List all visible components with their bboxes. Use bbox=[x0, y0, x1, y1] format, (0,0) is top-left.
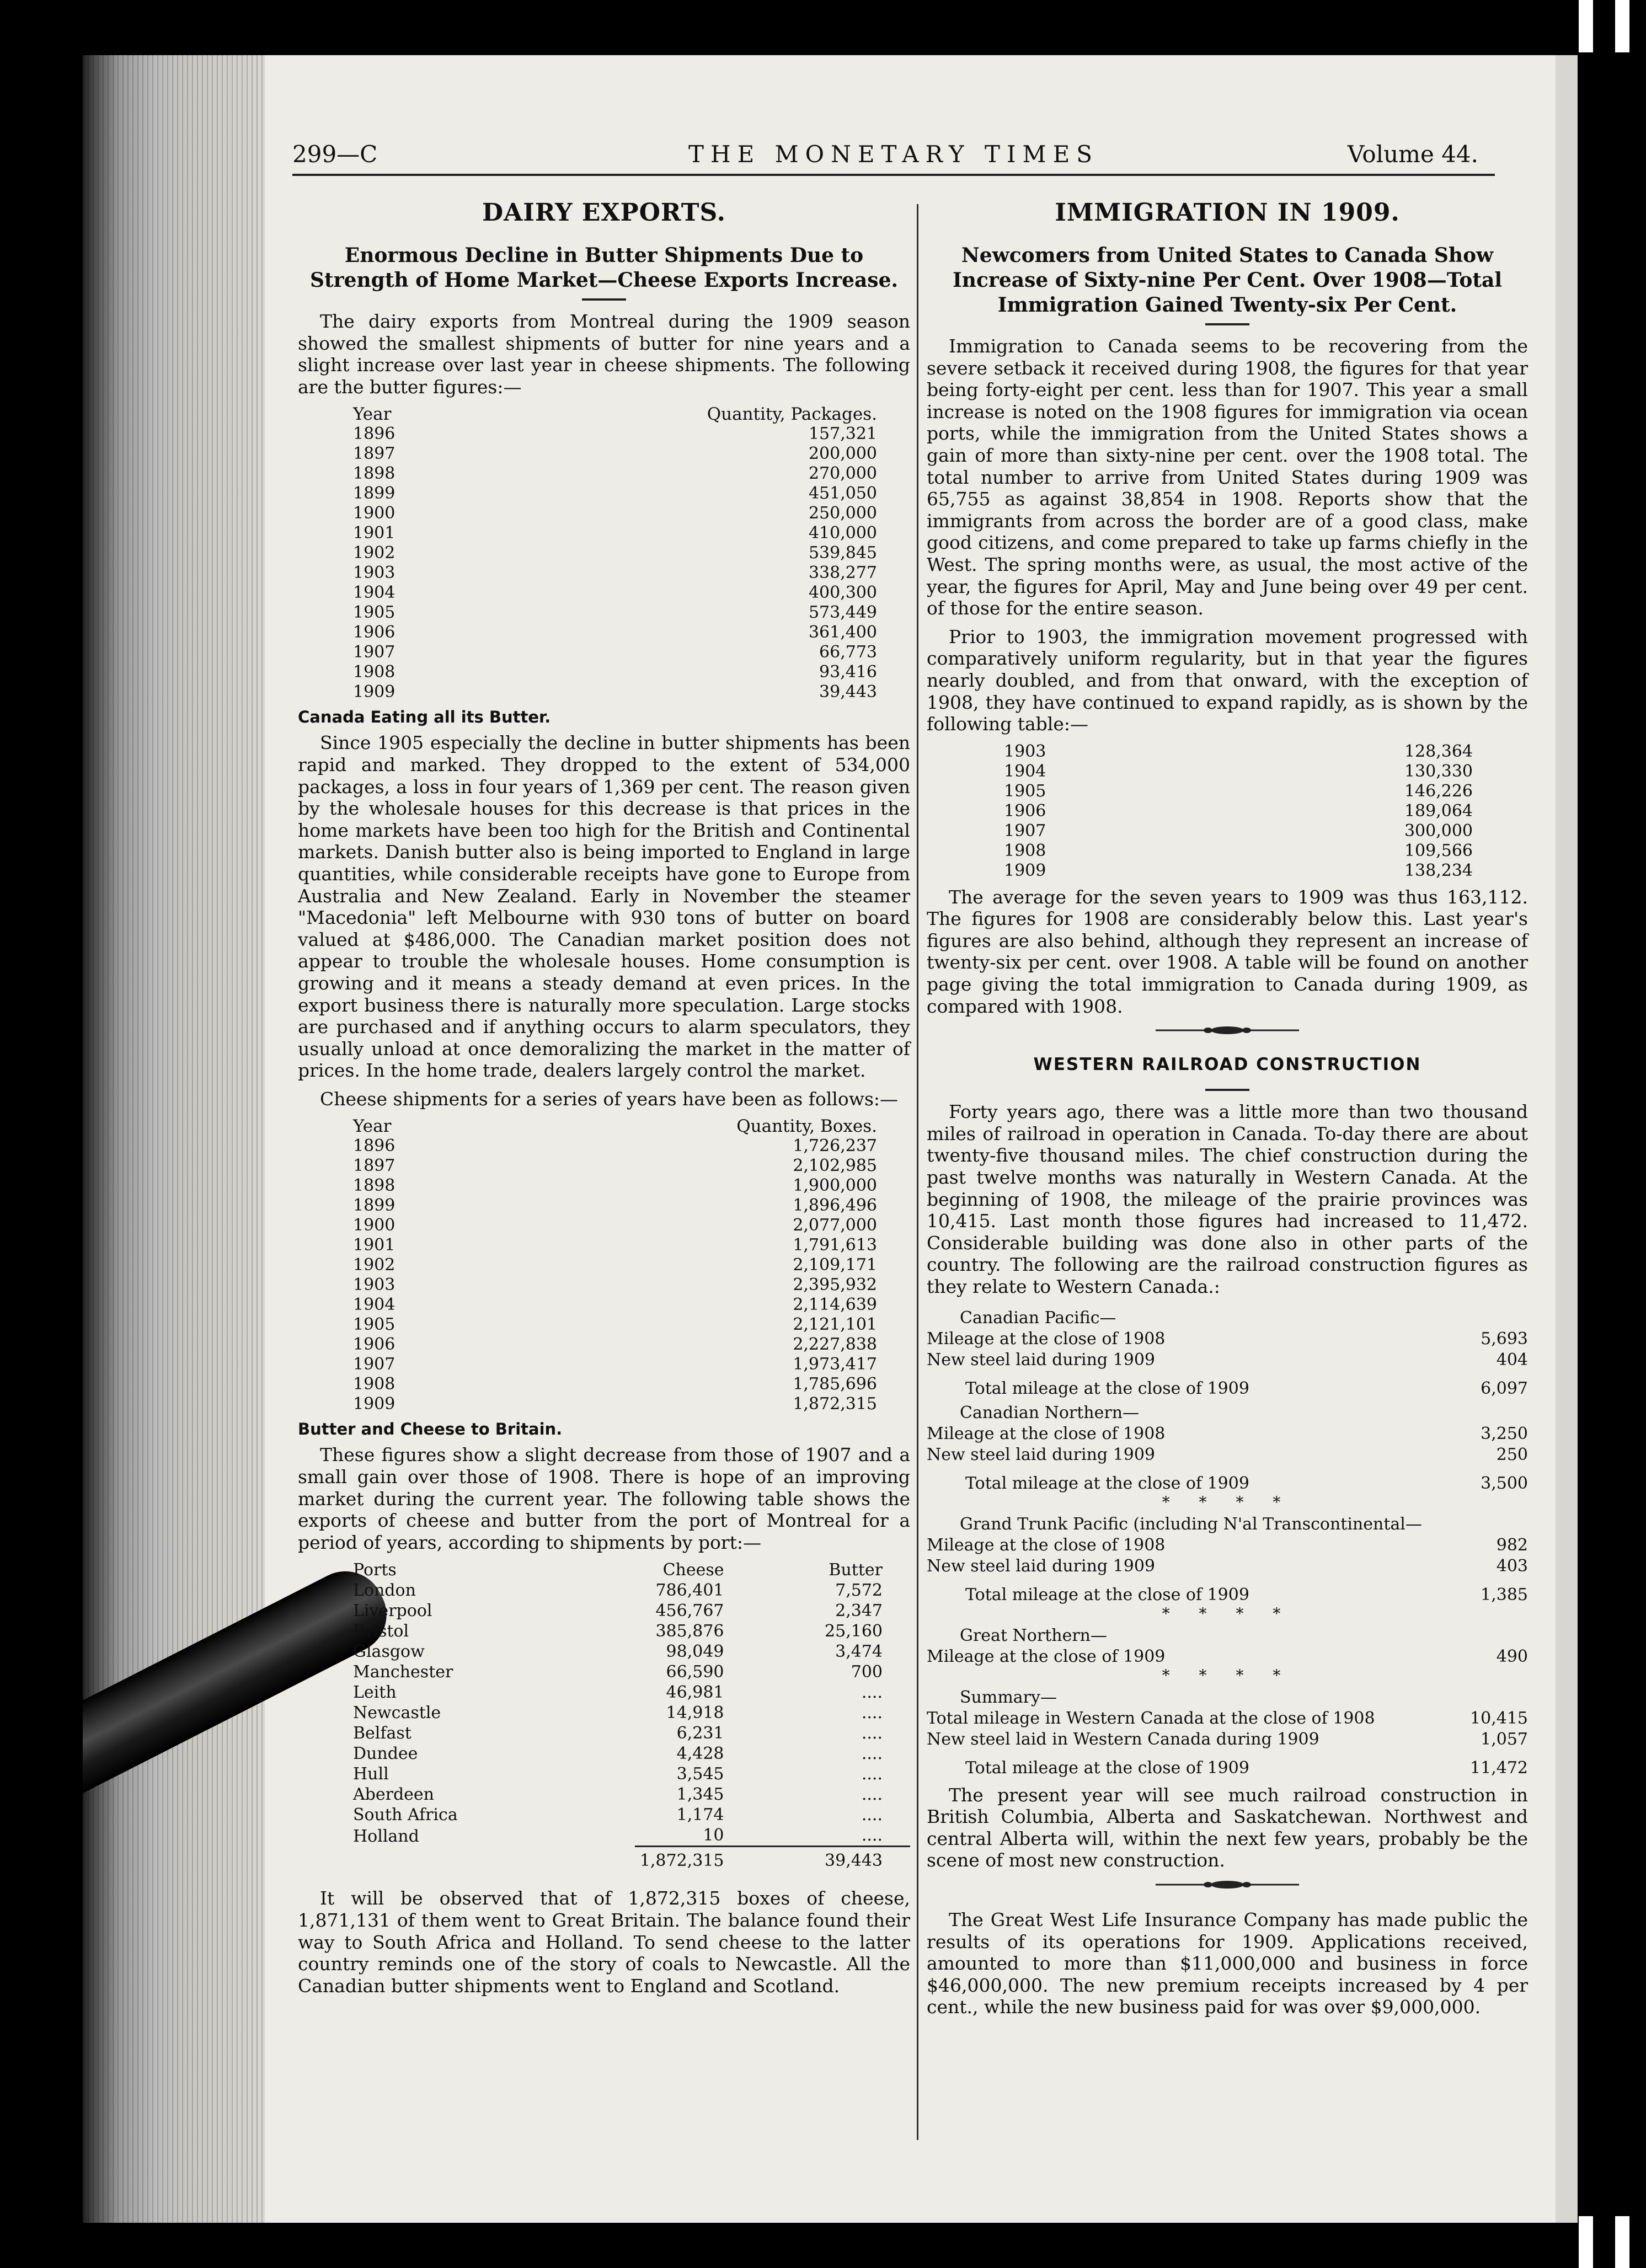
dairy-title: DAIRY EXPORTS. bbox=[482, 199, 726, 227]
port-row bbox=[298, 1805, 910, 1825]
quantity-cell: 410,000 bbox=[808, 523, 877, 543]
cheese-header: Cheese bbox=[662, 1560, 724, 1580]
qty-header: Quantity, Boxes. bbox=[736, 1116, 877, 1137]
cheese-row bbox=[298, 1216, 910, 1235]
port-row bbox=[298, 1703, 910, 1723]
immigration-para-3: The average for the seven years to 1909 was thus 163,112. The figures for 1908 are considerably below this. Last year's figures are also behind, although they represent an increase of twenty-six per cent. over 1908. A table will be found on another page giving the total immigration to Canada during 1909, as compared with 1908. bbox=[927, 886, 1528, 1017]
butter-row bbox=[298, 523, 910, 543]
railroad-label: Total mileage at the close of 1909 bbox=[965, 1758, 1249, 1778]
year-cell: 1905 bbox=[353, 603, 396, 623]
year-cell: 1909 bbox=[1004, 860, 1046, 880]
butter-row bbox=[298, 444, 910, 464]
subhead-butter-cheese-britain: Butter and Cheese to Britain. bbox=[298, 1420, 563, 1439]
butter-row bbox=[298, 504, 910, 523]
butter-row bbox=[298, 623, 910, 643]
year-cell: 1909 bbox=[353, 1394, 396, 1414]
railroad-label: Total mileage at the close of 1909 bbox=[965, 1473, 1249, 1493]
quantity-cell: 1,791,613 bbox=[793, 1235, 877, 1255]
railroad-row-row bbox=[927, 1646, 1528, 1667]
immigration-para-2: Prior to 1903, the immigration movement progressed with comparatively uniform regularity, but in that year the figures nearly doubled, and from that onward, with the exception of 1908, they have continued to expand rapidly, as is shown by the following table:— bbox=[927, 625, 1528, 735]
immigration-row bbox=[927, 742, 1528, 762]
port-row bbox=[298, 1601, 910, 1621]
railroad-sec-row bbox=[927, 1622, 1528, 1646]
quantity-cell: 539,845 bbox=[808, 543, 877, 563]
railroad-label: Canadian Pacific— bbox=[960, 1308, 1116, 1328]
cheese-row bbox=[298, 1295, 910, 1315]
railroad-row-row bbox=[927, 1329, 1528, 1350]
quantity-cell: 2,102,985 bbox=[793, 1156, 877, 1176]
railroad-tot-row bbox=[927, 1577, 1528, 1606]
railroad-sec-row bbox=[927, 1511, 1528, 1535]
cheese-row bbox=[298, 1335, 910, 1355]
cheese-table bbox=[298, 1116, 910, 1414]
railroad-label: New steel laid during 1909 bbox=[927, 1350, 1155, 1370]
butter-row bbox=[298, 543, 910, 563]
year-cell: 1901 bbox=[353, 523, 396, 543]
butter-row bbox=[298, 643, 910, 662]
butter-row bbox=[298, 603, 910, 623]
cheese-row bbox=[298, 1394, 910, 1414]
immigration-row bbox=[927, 801, 1528, 821]
railroad-value: 1,057 bbox=[1481, 1729, 1528, 1749]
railroad-label: Canadian Northern— bbox=[960, 1403, 1140, 1422]
quantity-cell: 300,000 bbox=[1404, 821, 1473, 841]
railroad-label: Total mileage at the close of 1909 bbox=[965, 1585, 1249, 1604]
year-cell: 1907 bbox=[1004, 821, 1046, 841]
port-row bbox=[298, 1825, 910, 1847]
year-cell: 1902 bbox=[353, 1255, 396, 1275]
port-name: Dundee bbox=[353, 1744, 418, 1764]
cheese-cell: 46,981 bbox=[666, 1683, 724, 1703]
quantity-cell: 1,726,237 bbox=[793, 1136, 877, 1156]
cheese-row bbox=[298, 1315, 910, 1335]
title-rule bbox=[1205, 1089, 1249, 1091]
railroad-label: Grand Trunk Pacific (including N'al Transcontinental— bbox=[960, 1514, 1422, 1534]
railroad-value: 5,693 bbox=[1481, 1329, 1528, 1349]
cheese-cell: 14,918 bbox=[666, 1703, 724, 1723]
year-cell: 1906 bbox=[1004, 801, 1046, 821]
year-cell: 1896 bbox=[353, 424, 396, 444]
railroad-tot-row bbox=[927, 1465, 1528, 1494]
cheese-cell: 786,401 bbox=[655, 1581, 724, 1601]
film-mark-top-2 bbox=[1615, 0, 1629, 52]
railroad-row-row bbox=[927, 1424, 1528, 1445]
cheese-cell: 3,545 bbox=[676, 1764, 724, 1784]
dairy-intro: The dairy exports from Montreal during the 1909 season showed the smallest shipments of butter for nine years and a slight increase over last year in cheese shipments. The following are the butter figures:— bbox=[298, 311, 910, 398]
year-cell: 1907 bbox=[353, 1355, 396, 1374]
dairy-para-3: These figures show a slight decrease from those of 1907 and a small gain over those of 1908. There is hope of an improving market during the current year. The following table shows the exports of cheese and butter from the port of Montreal for a period of years, according to shipments by port:— bbox=[298, 1444, 910, 1553]
railroad-value: 11,472 bbox=[1470, 1758, 1528, 1778]
immigration-row bbox=[927, 841, 1528, 861]
quantity-cell: 200,000 bbox=[808, 444, 877, 464]
quantity-cell: 361,400 bbox=[808, 623, 877, 643]
immigration-row bbox=[927, 821, 1528, 841]
railroad-value bbox=[1444, 1684, 1528, 1708]
quantity-cell: 2,227,838 bbox=[793, 1335, 877, 1355]
railroad-value: 6,097 bbox=[1481, 1378, 1528, 1398]
quantity-cell: 2,077,000 bbox=[793, 1216, 877, 1235]
port-name: Belfast bbox=[353, 1724, 412, 1743]
year-cell: 1906 bbox=[353, 623, 396, 643]
cheese-cell: 4,428 bbox=[676, 1744, 724, 1764]
immigration-row bbox=[927, 762, 1528, 782]
railroad-para-2: The present year will see much railroad construction in British Columbia, Alberta and Saskatchewan. Northwest and central Alberta will, within the next few years, probably be the scene of most new construction. bbox=[927, 1784, 1528, 1871]
year-cell: 1899 bbox=[353, 1196, 396, 1216]
railroad-value: 982 bbox=[1496, 1535, 1528, 1555]
cheese-row bbox=[298, 1156, 910, 1176]
railroad-stars-row bbox=[927, 1667, 1528, 1684]
butter-row bbox=[298, 583, 910, 603]
year-cell: 1898 bbox=[353, 1176, 396, 1196]
year-cell: 1900 bbox=[353, 1216, 396, 1235]
butter-cell: 700 bbox=[851, 1662, 883, 1682]
year-cell: 1905 bbox=[1004, 781, 1046, 801]
quantity-cell: 400,300 bbox=[808, 583, 877, 603]
year-cell: 1899 bbox=[353, 484, 396, 504]
year-cell: 1898 bbox=[353, 464, 396, 484]
port-row bbox=[298, 1580, 910, 1601]
cheese-cell: 1,174 bbox=[676, 1805, 724, 1825]
quantity-cell: 138,234 bbox=[1404, 860, 1473, 880]
railroad-value: 490 bbox=[1496, 1646, 1528, 1666]
subhead-canada-eating: Canada Eating all its Butter. bbox=[298, 708, 551, 727]
year-header: Year bbox=[353, 404, 392, 425]
quantity-cell: 189,064 bbox=[1404, 801, 1473, 821]
butter-table bbox=[298, 404, 910, 702]
butter-cell: 7,572 bbox=[835, 1581, 883, 1601]
cheese-cell: 456,767 bbox=[655, 1601, 724, 1621]
quantity-cell: 451,050 bbox=[808, 484, 877, 504]
railroad-label: Total mileage at the close of 1909 bbox=[965, 1378, 1249, 1398]
cheese-row bbox=[298, 1355, 910, 1374]
ports-table bbox=[298, 1560, 910, 1871]
butter-cell: 3,474 bbox=[835, 1642, 883, 1662]
port-name: Leith bbox=[353, 1683, 397, 1703]
port-row bbox=[298, 1641, 910, 1662]
cheese-row bbox=[298, 1235, 910, 1255]
quantity-cell: 39,443 bbox=[819, 682, 877, 702]
butter-row bbox=[298, 662, 910, 682]
port-name: Hull bbox=[353, 1764, 389, 1784]
port-name: London bbox=[353, 1581, 416, 1601]
section-ornament bbox=[927, 1879, 1528, 1892]
quantity-cell: 2,114,639 bbox=[793, 1295, 877, 1315]
railroad-value bbox=[1444, 1304, 1528, 1329]
dairy-para-1: Since 1905 especially the decline in butter shipments has been rapid and marked. They dropped to the extent of 534,000 packages, a loss in four years of 1,369 per cent. The reason given by the wholesale houses for this decrease is that prices in the home markets have been too high for the British and Continental markets. Danish butter also is being imported to England in large quantities, while considerable receipts have gone to Europe from Australia and New Zealand. Early in November the steamer "Macedonia" left Melbourne with 930 tons of butter on board valued at $486,000. The Canadian market position does not appear to trouble the wholesale houses. Home consumption is growing and it means a steady demand at even prices. In the export business there is naturally more speculation. Large stocks are purchased and if anything occurs to alarm speculators, they usually unload at once demoralizing the market in the matter of prices. In the home trade, dealers largely control the market. bbox=[298, 732, 910, 1082]
section-ornament bbox=[927, 1025, 1528, 1038]
quantity-cell: 270,000 bbox=[808, 464, 877, 484]
railroad-sec-row bbox=[927, 1399, 1528, 1424]
cheese-row bbox=[298, 1196, 910, 1216]
railroad-stars-row bbox=[927, 1494, 1528, 1511]
year-cell: 1903 bbox=[1004, 741, 1046, 761]
quantity-cell: 130,330 bbox=[1404, 761, 1473, 781]
quantity-cell: 109,566 bbox=[1404, 841, 1473, 860]
butter-cell: .... bbox=[861, 1785, 883, 1805]
quantity-cell: 338,277 bbox=[808, 563, 877, 583]
book-binding-edge bbox=[83, 55, 265, 2223]
port-name: South Africa bbox=[353, 1805, 458, 1825]
quantity-cell: 1,900,000 bbox=[793, 1176, 877, 1196]
butter-row bbox=[298, 682, 910, 702]
year-cell: 1904 bbox=[353, 1295, 396, 1315]
quantity-cell: 250,000 bbox=[808, 504, 877, 523]
title-rule bbox=[582, 298, 626, 301]
year-cell: 1897 bbox=[353, 1156, 396, 1176]
ports-header: Ports bbox=[353, 1560, 397, 1580]
cheese-row bbox=[298, 1275, 910, 1295]
railroad-label: Mileage at the close of 1908 bbox=[927, 1535, 1166, 1555]
dairy-exports-article bbox=[298, 199, 910, 2003]
port-row bbox=[298, 1764, 910, 1784]
butter-cell: .... bbox=[861, 1764, 883, 1784]
year-cell: 1905 bbox=[353, 1315, 396, 1335]
butter-row bbox=[298, 424, 910, 444]
port-name: Holland bbox=[353, 1826, 419, 1846]
quantity-cell: 157,321 bbox=[808, 424, 877, 444]
quantity-cell: 573,449 bbox=[808, 603, 877, 623]
port-row bbox=[298, 1662, 910, 1682]
railroad-row-row bbox=[927, 1729, 1528, 1750]
volume-label: Volume 44. bbox=[1347, 141, 1478, 168]
butter-cell: .... bbox=[861, 1683, 883, 1703]
film-mark-top-1 bbox=[1579, 0, 1593, 52]
year-cell: 1896 bbox=[353, 1136, 396, 1156]
butter-row bbox=[298, 563, 910, 583]
port-name: Bristol bbox=[353, 1622, 409, 1641]
butter-table-header bbox=[298, 404, 910, 424]
railroad-value: 250 bbox=[1496, 1445, 1528, 1464]
port-row bbox=[298, 1621, 910, 1641]
port-name: Aberdeen bbox=[353, 1785, 434, 1805]
year-cell: 1909 bbox=[353, 682, 396, 702]
railroad-value bbox=[1444, 1622, 1528, 1646]
butter-cell: .... bbox=[861, 1826, 883, 1846]
qty-header: Quantity, Packages. bbox=[707, 404, 877, 425]
quantity-cell: 2,395,932 bbox=[793, 1275, 877, 1295]
cheese-row bbox=[298, 1136, 910, 1156]
ports-total-row bbox=[298, 1847, 910, 1871]
railroad-value: 1,385 bbox=[1481, 1585, 1528, 1604]
butter-total: 39,443 bbox=[757, 1847, 911, 1871]
right-column bbox=[927, 199, 1528, 2025]
railroad-label: Great Northern— bbox=[960, 1625, 1107, 1645]
port-name: Manchester bbox=[353, 1662, 453, 1682]
port-row bbox=[298, 1743, 910, 1764]
next-page-edge bbox=[1556, 55, 1578, 2223]
port-name: Newcastle bbox=[353, 1703, 441, 1723]
railroad-row-row bbox=[927, 1535, 1528, 1556]
dairy-para-2: Cheese shipments for a series of years have been as follows:— bbox=[320, 1088, 898, 1110]
quantity-cell: 1,896,496 bbox=[793, 1196, 877, 1216]
ports-table-header bbox=[298, 1560, 910, 1580]
great-west-para: The Great West Life Insurance Company has made public the results of its operations for 1909. Applications received, amounted to more than $11,000,000 and business in force $46,000,000. The new premium receipts increased by 4 per cent., while the new business paid for was over $9,000,000. bbox=[927, 1908, 1528, 2018]
immigration-table bbox=[927, 742, 1528, 881]
railroad-value: 3,500 bbox=[1481, 1473, 1528, 1493]
railroad-label: Mileage at the close of 1909 bbox=[927, 1646, 1166, 1666]
year-cell: 1897 bbox=[353, 444, 396, 464]
port-row bbox=[298, 1723, 910, 1743]
railroad-label: New steel laid during 1909 bbox=[927, 1445, 1155, 1464]
column-divider bbox=[917, 204, 918, 2140]
immigration-row bbox=[927, 782, 1528, 801]
year-cell: 1906 bbox=[353, 1335, 396, 1355]
year-cell: 1907 bbox=[353, 643, 396, 662]
butter-row bbox=[298, 484, 910, 504]
railroad-label: * * * * bbox=[1162, 1493, 1293, 1511]
film-mark-bottom-1 bbox=[1579, 2216, 1593, 2268]
cheese-row bbox=[298, 1255, 910, 1275]
butter-header: Butter bbox=[829, 1560, 883, 1580]
railroad-value: 403 bbox=[1496, 1556, 1528, 1576]
film-mark-bottom-2 bbox=[1615, 2216, 1629, 2268]
railroad-value: 3,250 bbox=[1481, 1424, 1528, 1443]
quantity-cell: 1,973,417 bbox=[793, 1355, 877, 1374]
dairy-subtitle: Enormous Decline in Butter Shipments Due to Strength of Home Market—Cheese Exports Increase. bbox=[309, 244, 899, 292]
butter-cell: .... bbox=[861, 1724, 883, 1743]
butter-row bbox=[298, 464, 910, 484]
immigration-para-1: Immigration to Canada seems to be recovering from the severe setback it received during 1908, the figures for that year being forty-eight per cent. less than for 1907. This year a small increase is noted on the 1908 figures for immigration via ocean ports, while the immigration from the United States shows a gain of more than sixty-nine per cent. over the 1908 total. The total number to arrive from United States during 1909 was 65,755 as against 38,854 in 1908. Reports show that the immigrants from across the border are of a good class, make good citizens, and come prepared to take up farms chiefly in the West. The spring months were, as usual, the most active of the year, the figures for April, May and June being over 49 per cent. of those for the entire season. bbox=[927, 335, 1528, 619]
year-cell: 1904 bbox=[353, 583, 396, 603]
quantity-cell: 2,121,101 bbox=[793, 1315, 877, 1335]
quantity-cell: 146,226 bbox=[1404, 781, 1473, 801]
railroad-row-row bbox=[927, 1445, 1528, 1465]
running-header bbox=[292, 141, 1495, 176]
cheese-row bbox=[298, 1374, 910, 1394]
railroad-row-row bbox=[927, 1556, 1528, 1577]
year-cell: 1908 bbox=[353, 662, 396, 682]
quantity-cell: 1,785,696 bbox=[793, 1374, 877, 1394]
cheese-cell: 66,590 bbox=[666, 1662, 724, 1682]
year-cell: 1900 bbox=[353, 504, 396, 523]
butter-cell: .... bbox=[861, 1744, 883, 1764]
immigration-title: IMMIGRATION IN 1909. bbox=[1055, 199, 1400, 227]
railroad-value: 10,415 bbox=[1470, 1708, 1528, 1728]
cheese-table-header bbox=[298, 1116, 910, 1136]
quantity-cell: 2,109,171 bbox=[793, 1255, 877, 1275]
year-cell: 1903 bbox=[353, 1275, 396, 1295]
railroad-table bbox=[927, 1304, 1528, 1779]
quantity-cell: 128,364 bbox=[1404, 741, 1473, 761]
year-cell: 1908 bbox=[1004, 841, 1046, 860]
railroad-label: Summary— bbox=[960, 1687, 1057, 1707]
year-cell: 1901 bbox=[353, 1235, 396, 1255]
railroad-row-row bbox=[927, 1708, 1528, 1729]
railroad-label: * * * * bbox=[1162, 1666, 1293, 1684]
railroad-sec-row bbox=[927, 1304, 1528, 1329]
quantity-cell: 66,773 bbox=[819, 643, 877, 662]
year-cell: 1904 bbox=[1004, 761, 1046, 781]
railroad-label: Mileage at the close of 1908 bbox=[927, 1424, 1166, 1443]
masthead-title: THE MONETARY TIMES bbox=[688, 141, 1099, 168]
railroad-label: Total mileage in Western Canada at the close of 1908 bbox=[927, 1708, 1375, 1728]
cheese-cell: 385,876 bbox=[655, 1622, 724, 1641]
cheese-cell: 6,231 bbox=[676, 1724, 724, 1743]
year-cell: 1908 bbox=[353, 1374, 396, 1394]
ornament-icon bbox=[1156, 1025, 1299, 1036]
railroad-label: * * * * bbox=[1162, 1604, 1293, 1623]
railroad-row-row bbox=[927, 1350, 1528, 1371]
ornament-icon bbox=[1156, 1879, 1299, 1890]
railroad-label: Mileage at the close of 1908 bbox=[927, 1329, 1166, 1349]
railroad-sec-row bbox=[927, 1684, 1528, 1708]
railroad-value bbox=[1444, 1511, 1528, 1535]
immigration-subtitle: Newcomers from United States to Canada Show Increase of Sixty-nine Per Cent. Over 1908—Total Immigration Gained Twenty-six Per Cent. bbox=[952, 244, 1503, 317]
quantity-cell: 93,416 bbox=[819, 662, 877, 682]
port-name: Glasgow bbox=[353, 1642, 425, 1662]
year-header: Year bbox=[353, 1116, 392, 1137]
cheese-row bbox=[298, 1176, 910, 1196]
railroad-label: New steel laid during 1909 bbox=[927, 1556, 1155, 1576]
railroad-stars-row bbox=[927, 1606, 1528, 1622]
year-cell: 1903 bbox=[353, 563, 396, 583]
cheese-cell: 98,049 bbox=[666, 1642, 724, 1662]
butter-cell: 2,347 bbox=[835, 1601, 883, 1621]
cheese-cell: 1,345 bbox=[676, 1785, 724, 1805]
dairy-para-4: It will be observed that of 1,872,315 boxes of cheese, 1,871,131 of them went to Great Britain. The balance found their way to South Africa and Holland. To send cheese to the latter country reminds one of the story of coals to Newcastle. All the Canadian butter shipments went to England and Scotland. bbox=[298, 1887, 910, 1997]
year-cell: 1902 bbox=[353, 543, 396, 563]
railroad-value: 404 bbox=[1496, 1350, 1528, 1370]
railroad-tot-row bbox=[927, 1371, 1528, 1399]
railroad-para-1: Forty years ago, there was a little more than two thousand miles of railroad in operation in Canada. To-day there are about twenty-five thousand miles. The chief construction during the past twelve months was naturally in Western Canada. At the beginning of 1908, the mileage of the prairie provinces was 10,415. Last month those figures had increased to 11,472. Considerable building was done also in other parts of the country. The following are the railroad construction figures as they relate to Western Canada.: bbox=[927, 1101, 1528, 1297]
butter-cell: .... bbox=[861, 1703, 883, 1723]
cheese-total: 1,872,315 bbox=[635, 1847, 757, 1871]
butter-cell: 25,160 bbox=[825, 1622, 883, 1641]
port-row bbox=[298, 1682, 910, 1703]
railroad-tot-row bbox=[927, 1750, 1528, 1779]
butter-cell: .... bbox=[861, 1805, 883, 1825]
railroad-label: New steel laid in Western Canada during 1909 bbox=[927, 1729, 1319, 1749]
railroad-title: WESTERN RAILROAD CONSTRUCTION bbox=[1033, 1055, 1421, 1075]
port-row bbox=[298, 1784, 910, 1805]
page-number: 299—C bbox=[292, 141, 378, 168]
cheese-cell: 10 bbox=[703, 1826, 724, 1846]
port-name: Liverpool bbox=[353, 1601, 432, 1621]
title-rule bbox=[1205, 323, 1249, 325]
railroad-value bbox=[1444, 1399, 1528, 1424]
quantity-cell: 1,872,315 bbox=[793, 1394, 877, 1414]
immigration-row bbox=[927, 861, 1528, 881]
